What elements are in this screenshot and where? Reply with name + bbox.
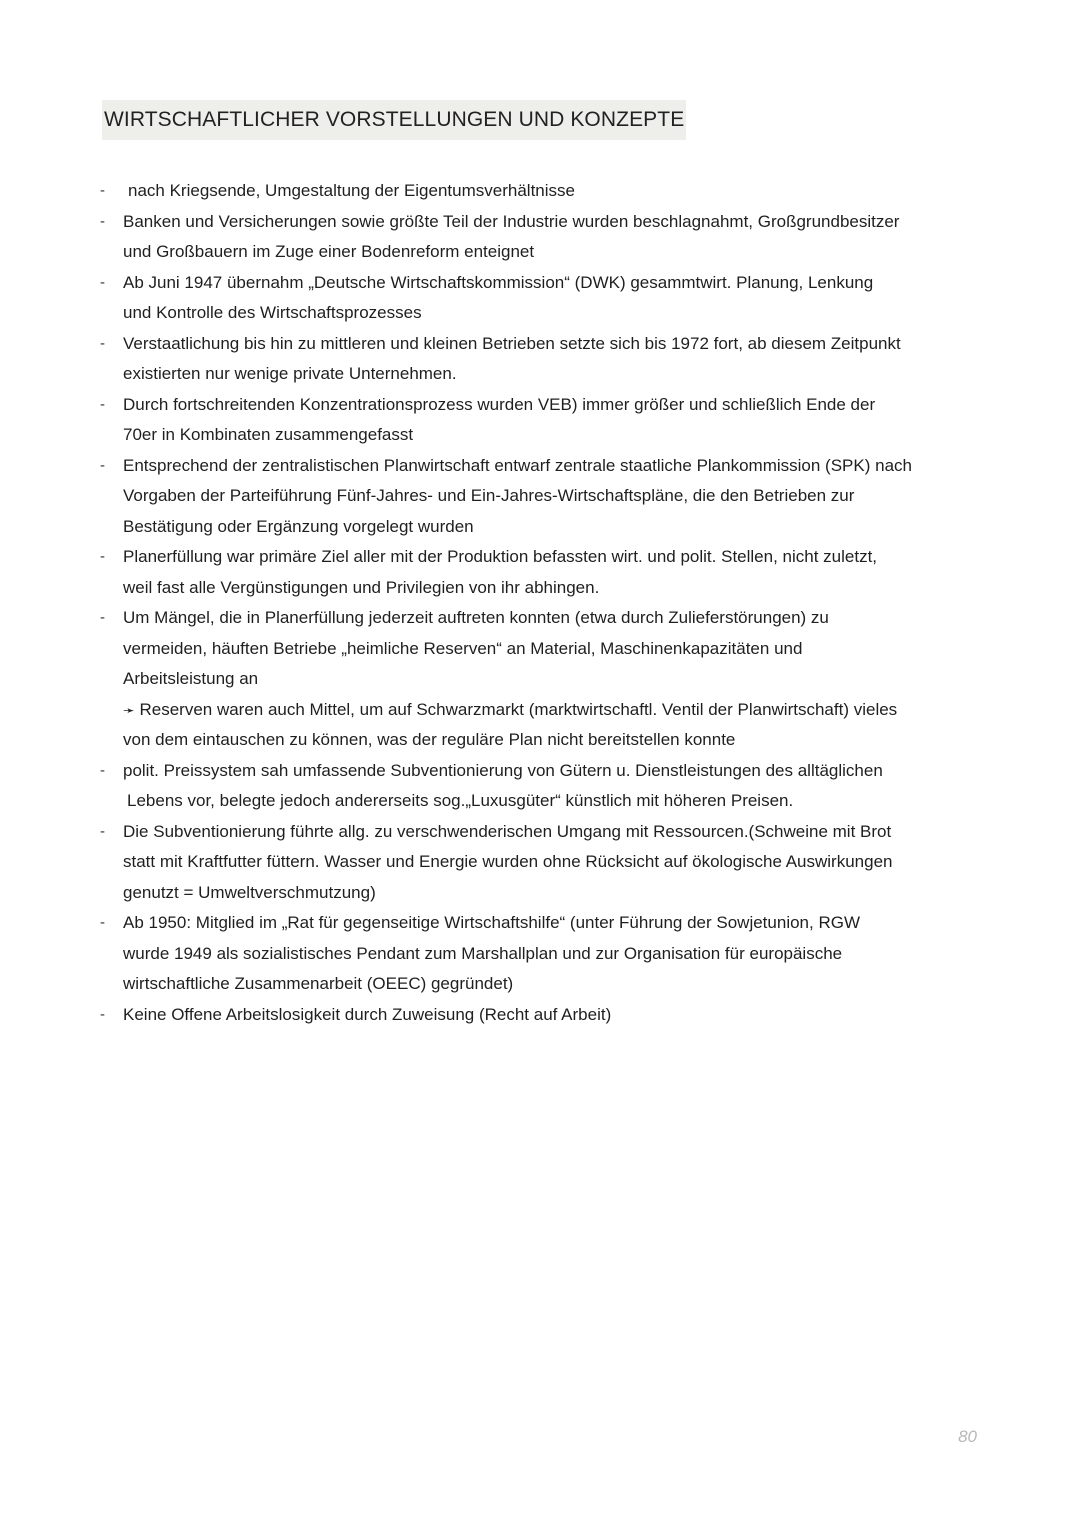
- list-item-line: Die Subventionierung führte allg. zu verschwenderischen Umgang mit Ressourcen.(Schweine mit Brot: [123, 821, 892, 841]
- list-item-line: vermeiden, häuften Betriebe „heimliche Reserven“ an Material, Maschinenkapazitäten und: [123, 638, 803, 658]
- list-item-line: Arbeitsleistung an: [123, 669, 259, 688]
- bullet-dash: -: [100, 456, 105, 474]
- sub-note-text: Reserven waren auch Mittel, um auf Schwarzmarkt (marktwirtschaftl. Ventil der Planwirtschaft) vieles: [139, 699, 898, 719]
- list-item: [100, 1000, 990, 1031]
- list-item-line: polit. Preissystem sah umfassende Subventionierung von Gütern u. Dienstleistungen des alltäglichen: [123, 760, 883, 780]
- list-item-line: wirtschaftliche Zusammenarbeit (OEEC) gegründet): [123, 974, 514, 993]
- list-item: [100, 390, 990, 451]
- bullet-dash: -: [100, 1005, 105, 1023]
- list-item-line: Ab 1950: Mitglied im „Rat für gegenseitige Wirtschaftshilfe“ (unter Führung der Sowjetunion, RGW: [123, 913, 860, 932]
- bullet-dash: -: [100, 182, 105, 199]
- sub-note-line: [123, 695, 990, 726]
- list-item-line: genutzt = Umweltverschmutzung): [123, 882, 376, 902]
- list-item: [100, 451, 990, 543]
- bullet-dash: -: [100, 273, 105, 291]
- list-item: [100, 908, 990, 1000]
- bullet-dash: -: [100, 914, 105, 931]
- list-item-line: Planerfüllung war primäre Ziel aller mit der Produktion befassten wirt. und polit. Stellen, nicht zuletzt,: [123, 547, 878, 566]
- list-item: [100, 756, 990, 817]
- bullet-dash: -: [100, 334, 105, 352]
- list-item: [100, 176, 990, 207]
- bullet-dash: -: [100, 212, 105, 230]
- list-item-line: existierten nur wenige private Unternehmen.: [123, 364, 457, 383]
- list-item-line: Ab Juni 1947 übernahm „Deutsche Wirtschaftskommission“ (DWK) gesammtwirt. Planung, Lenkung: [123, 272, 874, 292]
- list-item: [100, 542, 990, 603]
- list-item-line: und Großbauern im Zuge einer Bodenreform enteignet: [123, 242, 535, 261]
- list-item-line: Bestätigung oder Ergänzung vorgelegt wurden: [123, 516, 474, 536]
- bullet-list: [100, 176, 990, 1030]
- list-item-line: Banken und Versicherungen sowie größte Teil der Industrie wurden beschlagnahmt, Großgrundbesitzer: [123, 211, 900, 231]
- list-item: [100, 329, 990, 390]
- bullet-dash: -: [100, 761, 105, 779]
- list-item: [100, 207, 990, 268]
- page-number: 80: [958, 1427, 977, 1446]
- list-item: [100, 268, 990, 329]
- list-item-line: Lebens vor, belegte jedoch andererseits sog.„Luxusgüter“ künstlich mit höheren Preisen.: [127, 791, 794, 810]
- list-item-line: und Kontrolle des Wirtschaftsprozesses: [123, 303, 422, 322]
- bullet-dash: -: [100, 548, 105, 565]
- list-item-line: Verstaatlichung bis hin zu mittleren und kleinen Betrieben setzte sich bis 1972 fort, ab diesem Zeitpunkt: [123, 333, 901, 353]
- bullet-dash: -: [100, 395, 105, 413]
- list-item-line: Um Mängel, die in Planerfüllung jederzeit auftreten konnten (etwa durch Zulieferstörungen) zu: [123, 608, 829, 627]
- arrow-icon: ➛: [123, 701, 135, 718]
- list-item-line: wurde 1949 als sozialistisches Pendant zum Marshallplan und zur Organisation für europäische: [123, 943, 843, 963]
- list-item: [100, 817, 990, 909]
- list-item-line: 70er in Kombinaten zusammengefasst: [123, 425, 414, 444]
- list-item-line: nach Kriegsende, Umgestaltung der Eigentumsverhältnisse: [128, 181, 575, 200]
- bullet-dash: -: [100, 822, 105, 840]
- list-item-line: weil fast alle Vergünstigungen und Privilegien von ihr abhingen.: [123, 577, 600, 597]
- list-item-line: Entsprechend der zentralistischen Planwirtschaft entwarf zentrale staatliche Plankommission (SPK) nach: [123, 455, 912, 475]
- list-item-line: statt mit Kraftfutter füttern. Wasser und Energie wurden ohne Rücksicht auf ökologische Auswirkungen: [123, 852, 893, 871]
- list-item-line: Vorgaben der Parteiführung Fünf-Jahres- und Ein-Jahres-Wirtschaftspläne, die den Betrieben zur: [123, 486, 855, 505]
- sub-note-line: von dem eintauschen zu können, was der reguläre Plan nicht bereitstellen konnte: [123, 730, 736, 749]
- section-title: WIRTSCHAFTLICHER VORSTELLUNGEN UND KONZEPTE: [102, 100, 686, 140]
- list-item-line: Durch fortschreitenden Konzentrationsprozess wurden VEB) immer größer und schließlich Ende der: [123, 394, 876, 414]
- list-item-line: Keine Offene Arbeitslosigkeit durch Zuweisung (Recht auf Arbeit): [123, 1004, 612, 1024]
- list-item: [100, 603, 990, 756]
- bullet-dash: -: [100, 609, 105, 626]
